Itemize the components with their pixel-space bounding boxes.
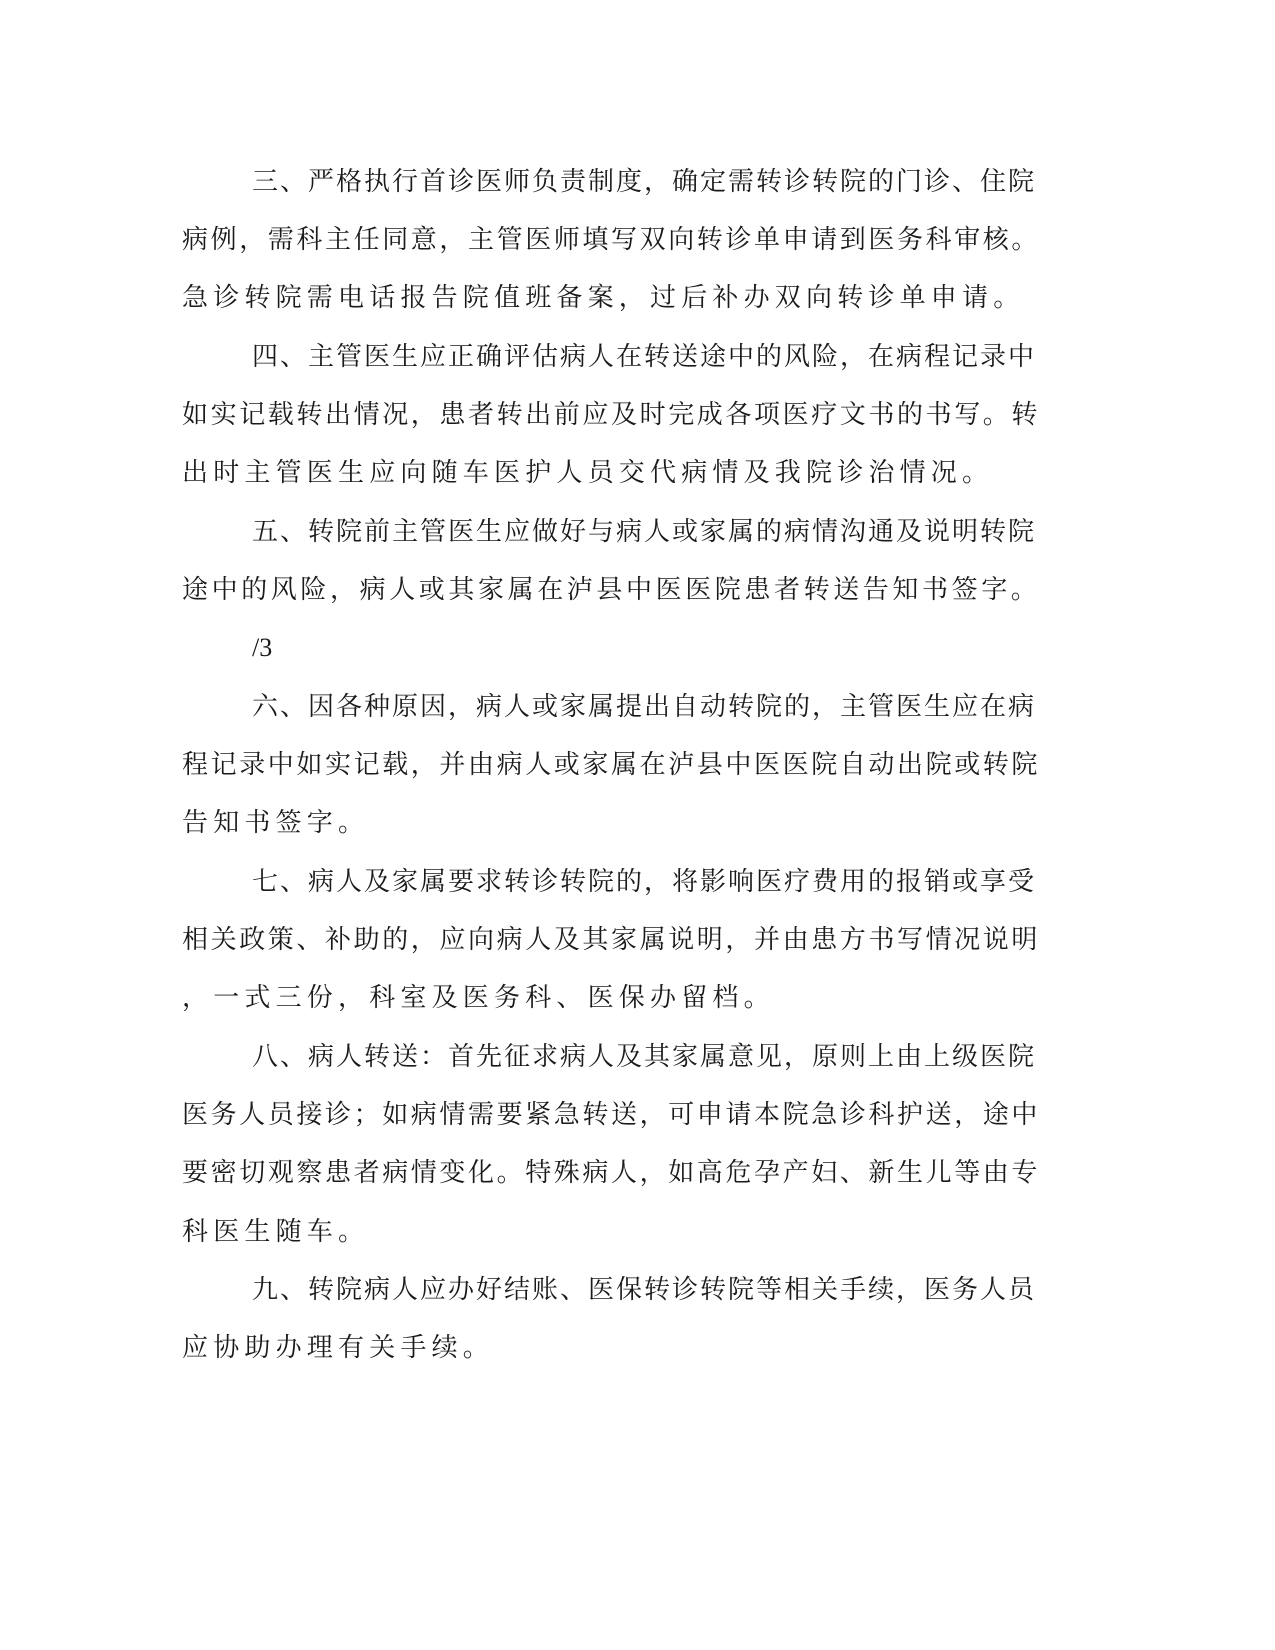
paragraph-7-line-2: 相关政策、补助的，应向病人及其家属说明，并由患方书写情况说明: [182, 925, 1041, 955]
paragraph-4-line-1: 四、主管医生应正确评估病人在转送途中的风险，在病程记录中: [252, 342, 1037, 372]
paragraph-8-line-3: 要密切观察患者病情变化。特殊病人，如高危孕产妇、新生儿等由专: [182, 1158, 1041, 1188]
paragraph-6-line-3: 告知书签字。: [182, 808, 370, 838]
paragraph-8-line-2: 医务人员接诊；如病情需要紧急转送，可申请本院急诊科护送，途中: [182, 1100, 1041, 1130]
paragraph-3-line-2: 病例，需科主任同意，主管医师填写双向转诊单申请到医务科审核。: [182, 225, 1041, 255]
paragraph-6-line-1: 六、因各种原因，病人或家属提出自动转院的，主管医生应在病: [252, 692, 1037, 722]
paragraph-3-line-1: 三、严格执行首诊医师负责制度，确定需转诊转院的门诊、住院: [252, 167, 1037, 197]
paragraph-3-line-3: 急诊转院需电话报告院值班备案，过后补办双向转诊单申请。: [182, 283, 1025, 313]
paragraph-5-line-1: 五、转院前主管医生应做好与病人或家属的病情沟通及说明转院: [252, 517, 1037, 547]
paragraph-7-line-3: ，一式三份，科室及医务科、医保办留档。: [182, 983, 775, 1013]
paragraph-9-line-1: 九、转院病人应办好结账、医保转诊转院等相关手续，医务人员: [252, 1275, 1037, 1305]
paragraph-6-line-2: 程记录中如实记载，并由病人或家属在泸县中医医院自动出院或转院: [182, 750, 1041, 780]
page-number-marker: /3: [252, 633, 273, 662]
paragraph-7-line-1: 七、病人及家属要求转诊转院的，将影响医疗费用的报销或享受: [252, 867, 1037, 897]
paragraph-4-line-2: 如实记载转出情况，患者转出前应及时完成各项医疗文书的书写。转: [182, 400, 1041, 430]
paragraph-8-line-1: 八、病人转送：首先征求病人及其家属意见，原则上由上级医院: [252, 1042, 1037, 1072]
paragraph-5-line-2: 途中的风险，病人或其家属在泸县中医医院患者转送告知书签字。: [182, 575, 1041, 605]
paragraph-4-line-3: 出时主管医生应向随车医护人员交代病情及我院诊治情况。: [182, 458, 994, 488]
paragraph-8-line-4: 科医生随车。: [182, 1217, 370, 1247]
paragraph-9-line-2: 应协助办理有关手续。: [182, 1333, 495, 1363]
